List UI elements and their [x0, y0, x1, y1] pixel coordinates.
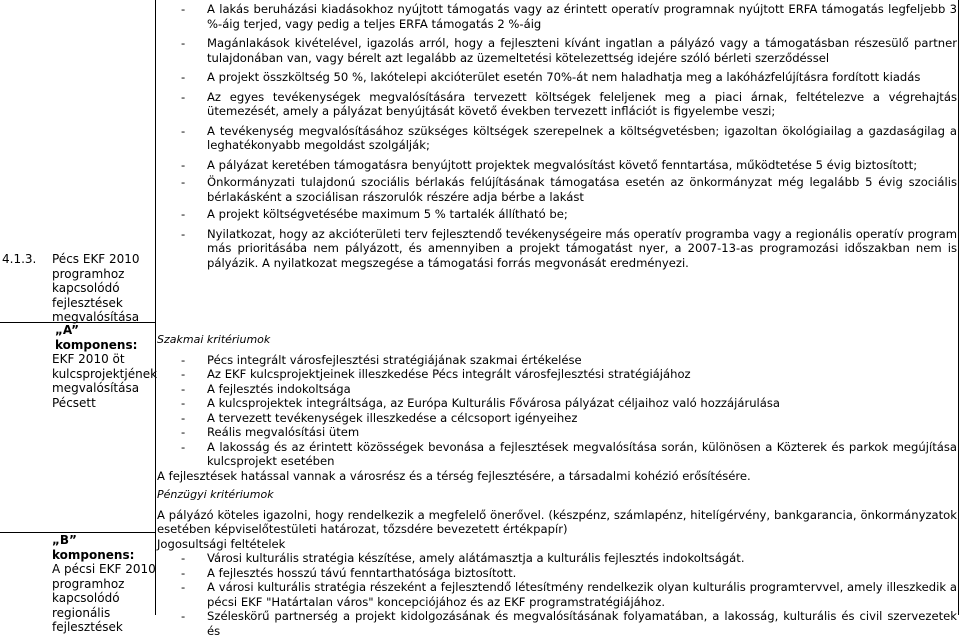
szakmai-heading: Szakmai kritériumok	[157, 333, 271, 346]
list-item: - A fejlesztés indokoltsága	[181, 381, 351, 396]
jogosultsagi-heading: Jogosultsági feltételek	[157, 536, 286, 551]
list-item: - Önkormányzati tulajdonú szociális bérlakás felújításának támogatása esetén az önkormányzat még legalább 5 évig szociális bérlakásként a szociálisan rászorulók részére adja bérbe a lakást	[181, 175, 957, 204]
section-number: 4.1.3.	[2, 252, 37, 266]
cell-a-line: Pécs EKF 2010	[52, 252, 140, 266]
component-a-desc-line: kulcsprojektjének	[52, 366, 158, 381]
component-a-desc-line: Pécsett	[52, 395, 96, 410]
left-cell-a-title	[52, 252, 154, 325]
top-criteria-list	[157, 2, 957, 270]
list-item: - Magánlakások kivételével, igazolás arról, hogy a fejleszteni kívánt ingatlan a pályázó vagy a támogatásban részesülő partner tulajdonában van, vagy bérelt azt legalább az üzemeltetési kötelezettség idejére szóló bérleti szerződéssel	[181, 36, 957, 65]
list-item: - A városi kulturális stratégia részeként a fejlesztendő létesítmény rendelkezik olyan kulturális programtervvel, amely illeszkedik a pécsi EKF "Határtalan város" koncepciójához és az EKF programstratégiájához.	[181, 580, 957, 609]
component-b-desc-line: fejlesztések	[52, 620, 123, 634]
component-a-desc-line: EKF 2010 öt	[52, 352, 125, 366]
list-item: - A projekt költségvetésébe maximum 5 % tartalék állítható be;	[181, 207, 568, 221]
component-a-desc-line: megvalósítása	[52, 381, 140, 395]
penzugyi-section	[157, 488, 957, 638]
top-criteria-list-block	[157, 2, 957, 270]
list-item: - A tervezett tevékenységek illeszkedése a célcsoport igényeihez	[181, 410, 578, 425]
szakmai-section	[157, 333, 957, 483]
list-item: - Az EKF kulcsprojektjeinek illeszkedése Pécs integrált városfejlesztési stratégiájához	[181, 367, 691, 381]
list-item: - Az egyes tevékenységek megvalósítására tervezett költségek feleljenek meg a piaci árnak, feltételezve a végrehajtás ütemezését, amely a pályázat benyújtását követő években tervezett inflációt is figyelembe veszi;	[181, 89, 957, 118]
list-item: - A fejlesztés hosszú távú fenntarthatósága biztosított.	[181, 565, 517, 580]
cell-a-line: kapcsolódó	[52, 281, 120, 295]
list-item: - Széleskörű partnerség a projekt kidolgozásának és megvalósításának folyamatában, a lakosság, kulturális és civil szervezetek és	[181, 609, 957, 638]
component-b-desc-line: regionális	[52, 605, 111, 620]
list-item: - A tevékenység megvalósításához szükséges költségek szerepelnek a költségvetésben; igazoltan ökológiailag a gazdaságilag a leghatékonyabb megoldást szolgálják;	[181, 123, 957, 152]
szakmai-closing: A fejlesztések hatással vannak a városrész és a térség fejlesztésére, a társadalmi kohézió erősítésére.	[157, 468, 751, 483]
list-item: - A kulcsprojektek integráltsága, az Európa Kulturális Fővárosa pályázat céljaihoz való hozzájárulása	[181, 396, 781, 410]
cell-a-line: fejlesztések	[52, 295, 123, 310]
component-b-desc-line: programhoz	[52, 576, 125, 591]
jogosultsagi-list	[157, 551, 957, 638]
component-b-desc-line: kapcsolódó	[52, 591, 120, 605]
list-item: - A lakás beruházási kiadásokhoz nyújtott támogatás vagy az érintett operatív programnak nyújtott ERFA támogatás legfeljebb 3 %-áig terjed, vagy pedig a teljes ERFA támogatás 2 %-áig	[181, 2, 957, 31]
list-item: - A pályázat keretében támogatásra benyújtott projektek megvalósítást követő fenntartása, működtetése 5 évig biztosított;	[181, 157, 918, 172]
cell-a-line: programhoz	[52, 266, 125, 281]
list-item: - A lakosság és az érintett közösségek bevonása a fejlesztések megvalósítása során, különösen a Közterek és parkok megújítása kulcsprojekt esetében	[181, 439, 957, 468]
component-b-heading: „B” komponens:	[52, 533, 135, 562]
szakmai-list	[157, 353, 957, 469]
list-item: - Reális megvalósítási ütem	[181, 425, 360, 439]
list-item: - A projekt összköltség 50 %, lakótelepi akcióterület esetén 70%-át nem haladhatja meg a lakóházfelújításra fordított kiadás	[181, 70, 921, 84]
list-item: - Pécs integrált városfejlesztési stratégiájának szakmai értékelése	[181, 352, 582, 367]
component-a-heading: „A” komponens:	[55, 323, 138, 352]
component-b-desc-line: A pécsi EKF 2010	[52, 562, 156, 576]
table-right-border	[958, 0, 959, 615]
component-a-cell	[52, 323, 156, 410]
cell-a-line: megvalósítása	[52, 310, 140, 324]
penzugyi-intro: A pályázó köteles igazolni, hogy rendelkezik a megfelelő önerővel. (készpénz, számlapénz, hitelígérvény, bankgarancia, önkormányzatok esetében képviselőtestületi határozat, tőzsdére bevezetett értékpapír)	[157, 507, 957, 536]
list-item: - Nyilatkozat, hogy az akcióterületi terv fejlesztendő tevékenységeire más operatív programba vagy a regionális operatív program más prioritásába nem pályázott, és amennyiben a projekt támogatást nyer, a 2007-13-as programozási időszakban nem is pályázik. A nyilatkozat megszegése a támogatási forrás megvonását eredményezi.	[181, 226, 957, 270]
list-item: - Városi kulturális stratégia készítése, amely alátámasztja a kulturális fejlesztés indokoltságát.	[181, 551, 745, 565]
component-b-cell	[52, 533, 156, 635]
penzugyi-heading: Pénzügyi kritériumok	[157, 488, 274, 501]
column-divider	[155, 0, 156, 615]
